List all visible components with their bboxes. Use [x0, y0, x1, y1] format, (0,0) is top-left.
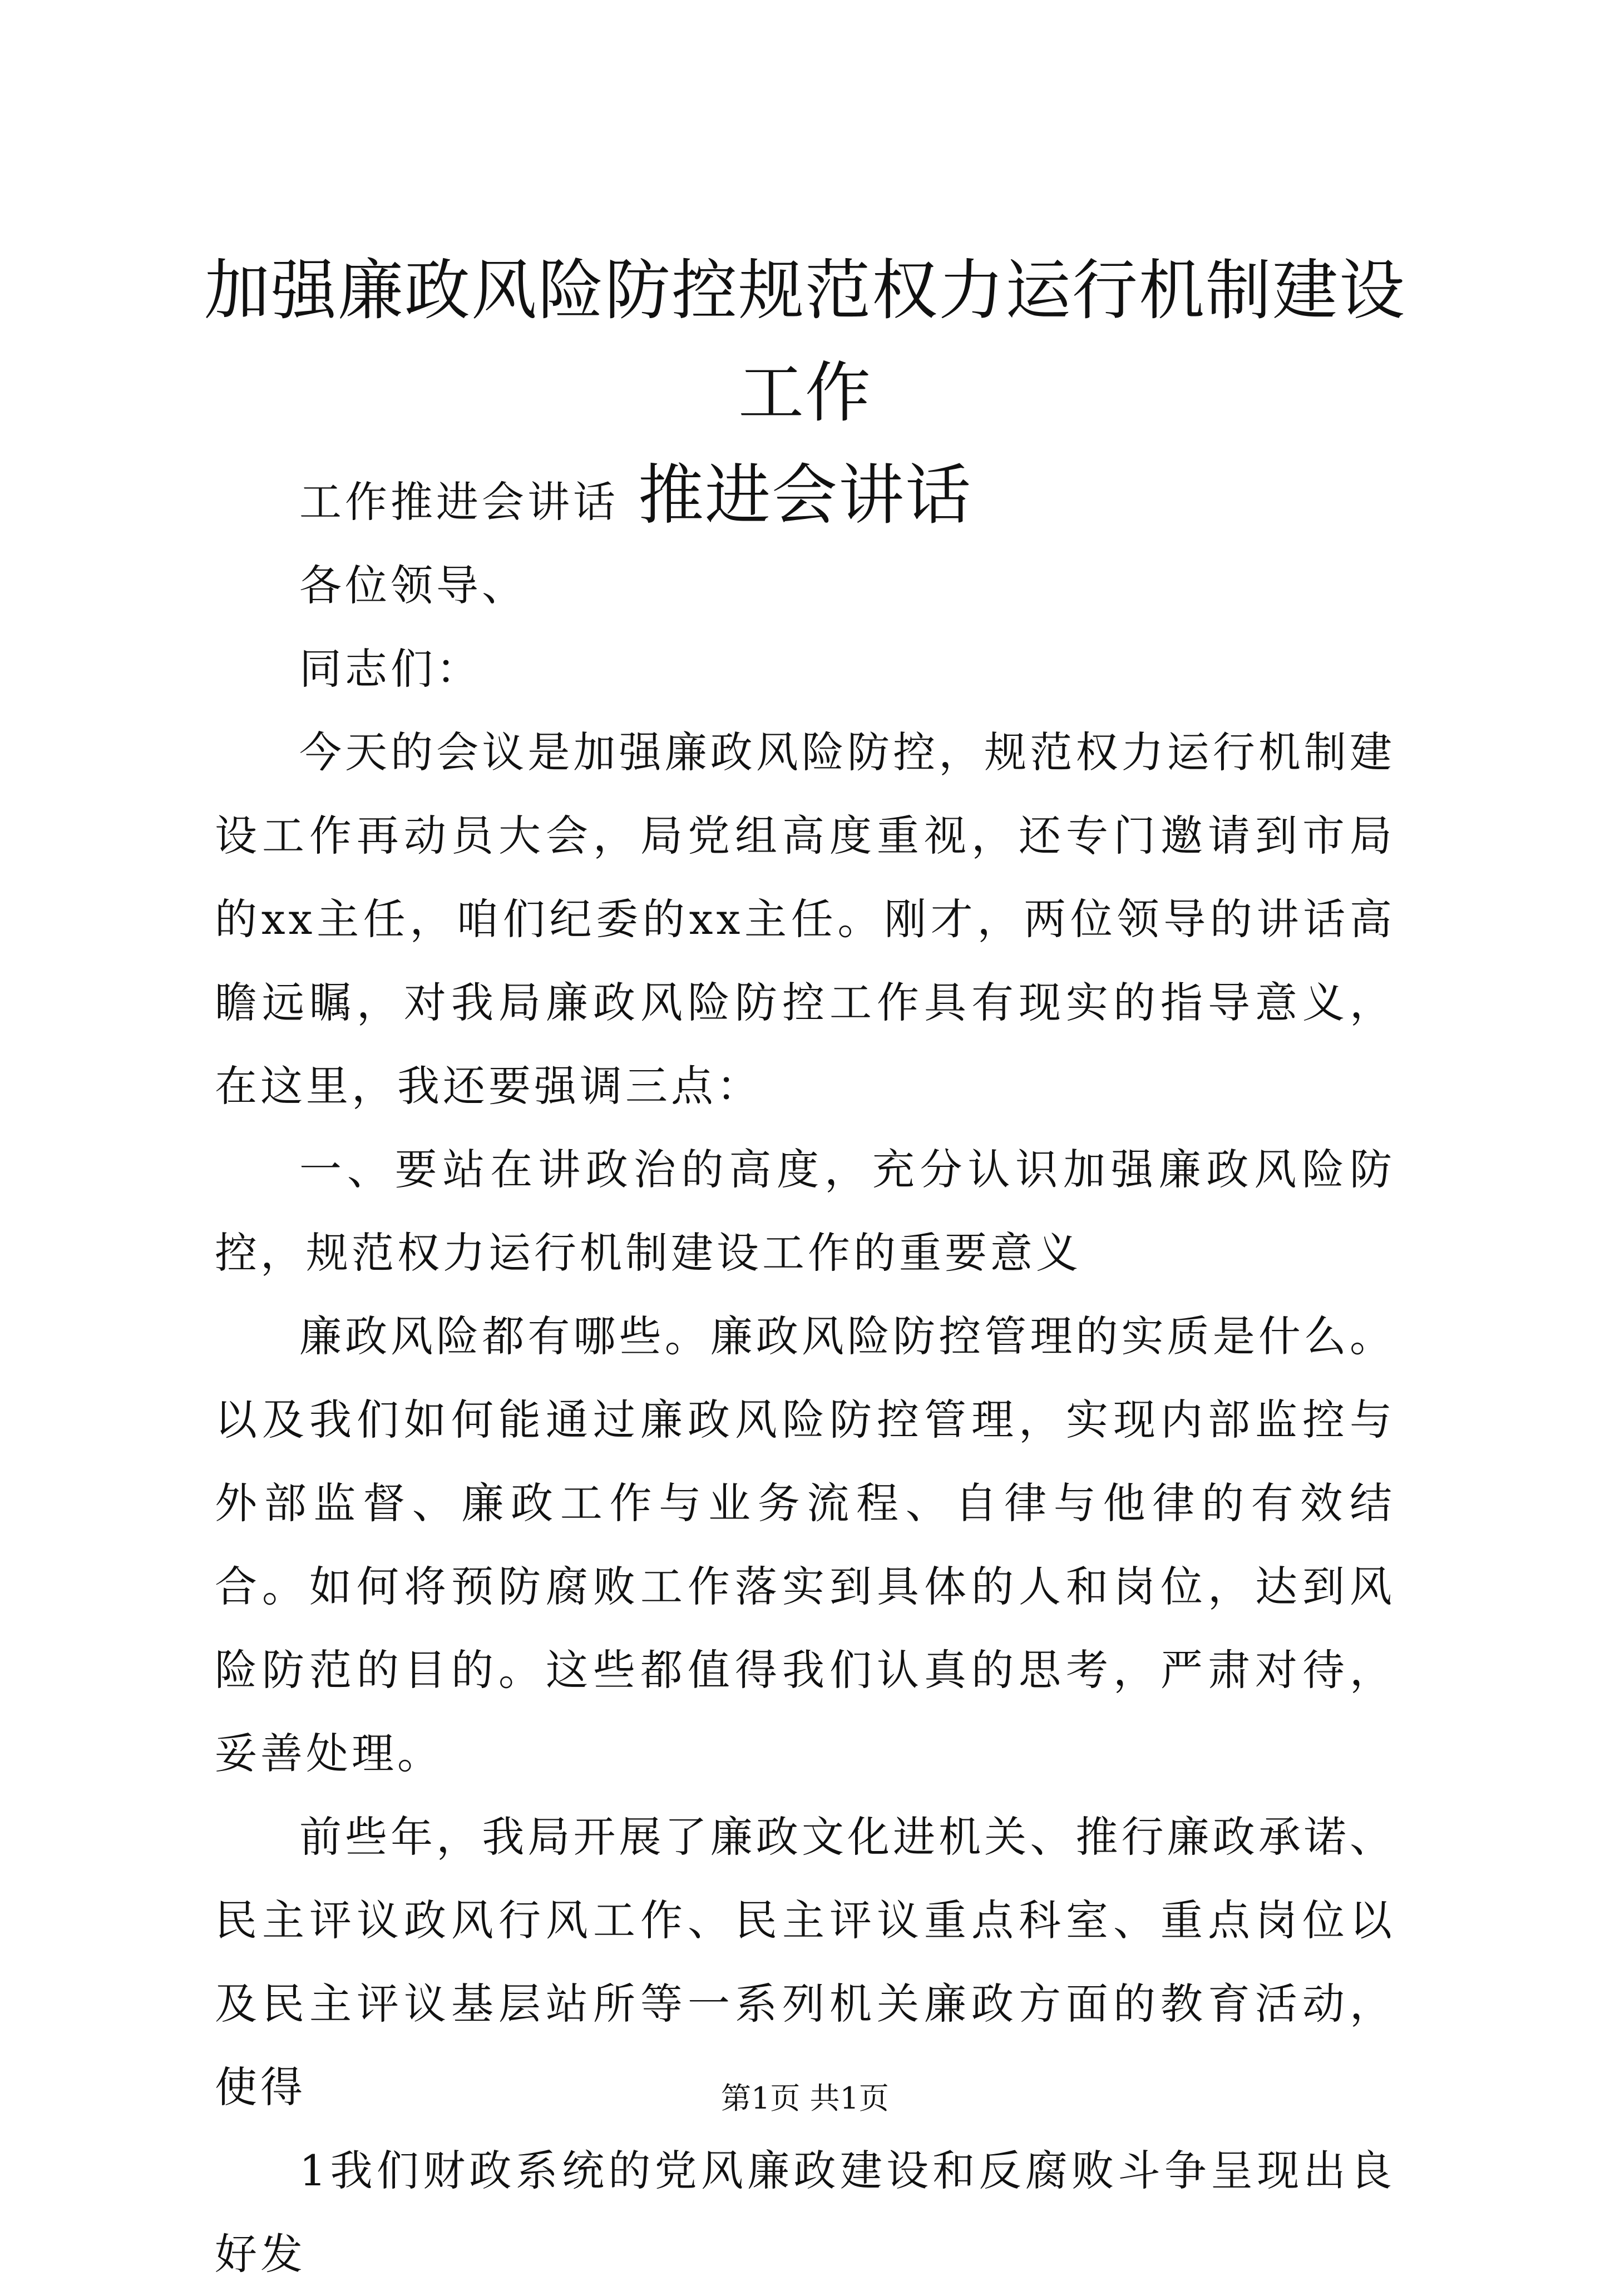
paragraph-risk-questions: 廉政风险都有哪些。廉政风险防控管理的实质是什么。以及我们如何能通过廉政风险防控管理，实现内部监控与外部监督、廉政工作与业务流程、自律与他律的有效结合。如何将预防腐败工作落实到具体的人和岗位，达到风险防范的目的。这些都值得我们认真的思考，严肃对待，妥善处理。 — [215, 1312, 1395, 1778]
paragraph-salutation-1: 各位领导、 — [299, 561, 527, 610]
page-footer: 第1页 共1页 — [721, 2081, 889, 2116]
paragraph-past-activities: 前些年，我局开展了廉政文化进机关、推行廉政承诺、民主评议政风行风工作、民主评议重点科室、重点岗位以及民主评议基层站所等一系列机关廉政方面的教育活动，使得 — [215, 1812, 1395, 2112]
paragraph-section-heading-1: 一、要站在讲政治的高度，充分认识加强廉政风险防控，规范权力运行机制建设工作的重要意义 — [215, 1145, 1395, 1278]
document-body — [215, 461, 1395, 2296]
paragraph-intro: 今天的会议是加强廉政风险防控，规范权力运行机制建设工作再动员大会，局党组高度重视，还专门邀请到市局的xx主任，咱们纪委的xx主任。刚才，两位领导的讲话高瞻远瞩，对我局廉政风险防控工作具有现实的指导意义，在这里，我还要强调三点： — [215, 728, 1395, 1111]
title-line-1: 加强廉政风险防控规范权力运行机制建设工作 — [204, 252, 1406, 431]
paragraph-subtitle: 工作推进会讲话 — [299, 477, 619, 527]
paragraph-continuation: 1我们财政系统的党风廉政建设和反腐败斗争呈现出良好发 — [215, 2146, 1395, 2279]
title-line-2: 推进会讲话 — [638, 457, 972, 533]
paragraph-salutation-2: 同志们： — [299, 644, 482, 694]
